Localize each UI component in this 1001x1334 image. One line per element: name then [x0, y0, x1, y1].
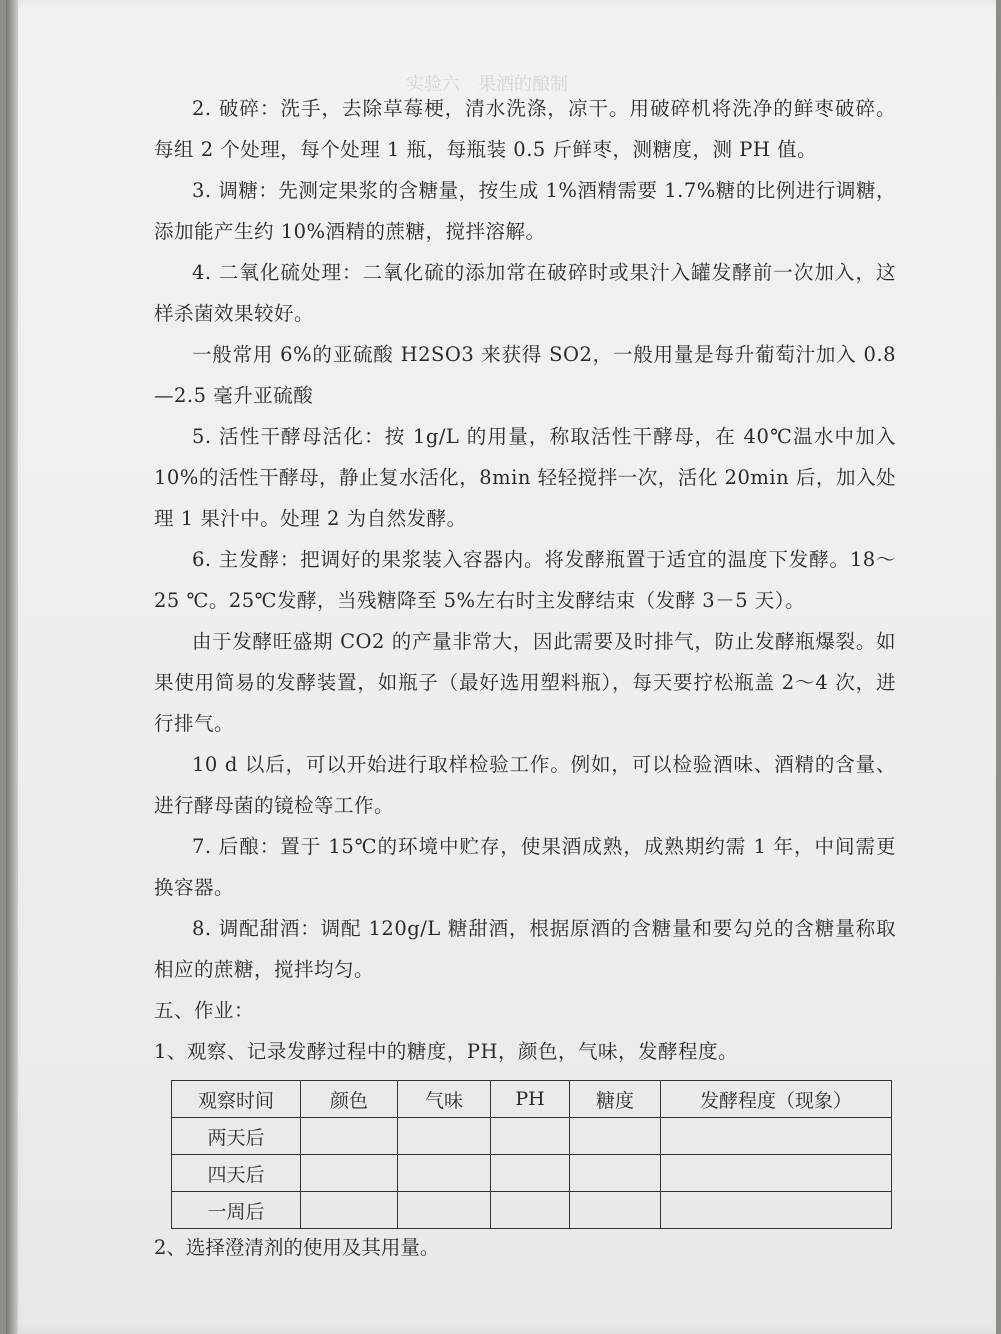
table-cell [398, 1155, 491, 1192]
table-header: 颜色 [301, 1081, 398, 1118]
table-cell [301, 1118, 398, 1155]
table-cell [301, 1155, 398, 1192]
table-header: PH [491, 1081, 570, 1118]
paragraph-crushing: 2. 破碎：洗手，去除草莓梗，清水洗涤，凉干。用破碎机将洗净的鲜枣破碎。每组 2 个处理，每个处理 1 瓶，每瓶装 0.5 斤鲜枣，测糖度，测 PH 值。 [154, 97, 896, 161]
table-cell [301, 1192, 398, 1229]
row-label: 一周后 [172, 1192, 301, 1229]
table-cell [398, 1118, 491, 1155]
table-cell [661, 1118, 892, 1155]
table-cell [661, 1155, 892, 1192]
paragraph-aging: 7. 后酿：置于 15℃的环境中贮存，使果酒成熟，成熟期约需 1 年，中间需更换容器。 [154, 835, 896, 899]
paragraph-sampling: 10 d 以后，可以开始进行取样检验工作。例如，可以检验酒味、酒精的含量、进行酵母菌的镜检等工作。 [154, 753, 896, 817]
table-header: 气味 [398, 1081, 491, 1118]
row-label: 两天后 [172, 1118, 301, 1155]
observation-table [171, 1080, 892, 1229]
paragraph-co2: 由于发酵旺盛期 CO2 的产量非常大，因此需要及时排气，防止发酵瓶爆裂。如果使用简易的发酵装置，如瓶子（最好选用塑料瓶），每天要拧松瓶盖 2～4 次，进行排气。 [154, 630, 896, 735]
main-text [154, 88, 896, 1072]
table-cell [491, 1118, 570, 1155]
document-page [6, 0, 996, 1334]
question-1: 1、观察、记录发酵过程中的糖度，PH，颜色，气味，发酵程度。 [154, 1040, 739, 1063]
booklet-spine [6, 0, 18, 1334]
table-row [172, 1155, 892, 1192]
table-row [172, 1118, 892, 1155]
table-row [172, 1192, 892, 1229]
table-header: 糖度 [570, 1081, 661, 1118]
table-cell [570, 1155, 661, 1192]
paragraph-sulfite: 一般常用 6%的亚硫酸 H2SO3 来获得 SO2，一般用量是每升葡萄汁加入 0.8—2.5 毫升亚硫酸 [154, 343, 896, 407]
row-label: 四天后 [172, 1155, 301, 1192]
table-cell [491, 1192, 570, 1229]
table-cell [661, 1192, 892, 1229]
paragraph-main-fermentation: 6. 主发酵：把调好的果浆装入容器内。将发酵瓶置于适宜的温度下发酵。18～25 ℃。25℃发酵，当残糖降至 5%左右时主发酵结束（发酵 3－5 天）。 [154, 548, 896, 612]
paragraph-sweet-wine: 8. 调配甜酒：调配 120g/L 糖甜酒，根据原酒的含糖量和要勾兑的含糖量称取相应的蔗糖，搅拌均匀。 [154, 917, 896, 981]
paragraph-sugar-adjust: 3. 调糖：先测定果浆的含糖量，按生成 1%酒精需要 1.7%糖的比例进行调糖，添加能产生约 10%酒精的蔗糖，搅拌溶解。 [154, 179, 896, 243]
table-cell [491, 1155, 570, 1192]
question-2: 2、选择澄清剂的使用及其用量。 [154, 1236, 440, 1259]
table-header: 发酵程度（现象） [661, 1081, 892, 1118]
paragraph-so2: 4. 二氧化硫处理：二氧化硫的添加常在破碎时或果汁入罐发酵前一次加入，这样杀菌效果较好。 [154, 261, 896, 325]
table-cell [398, 1192, 491, 1229]
section-title: 五、作业： [154, 999, 255, 1022]
table-cell [570, 1118, 661, 1155]
table-header-row [172, 1081, 892, 1118]
paragraph-yeast: 5. 活性干酵母活化：按 1g/L 的用量，称取活性干酵母，在 40℃温水中加入 10%的活性干酵母，静止复水活化，8min 轻轻搅拌一次，活化 20min 后，加入处理 1 果汁中。处理 2 为自然发酵。 [154, 425, 896, 530]
show-through-text: 实验六 果酒的酿制 [406, 74, 568, 95]
table-cell [570, 1192, 661, 1229]
table-header: 观察时间 [172, 1081, 301, 1118]
